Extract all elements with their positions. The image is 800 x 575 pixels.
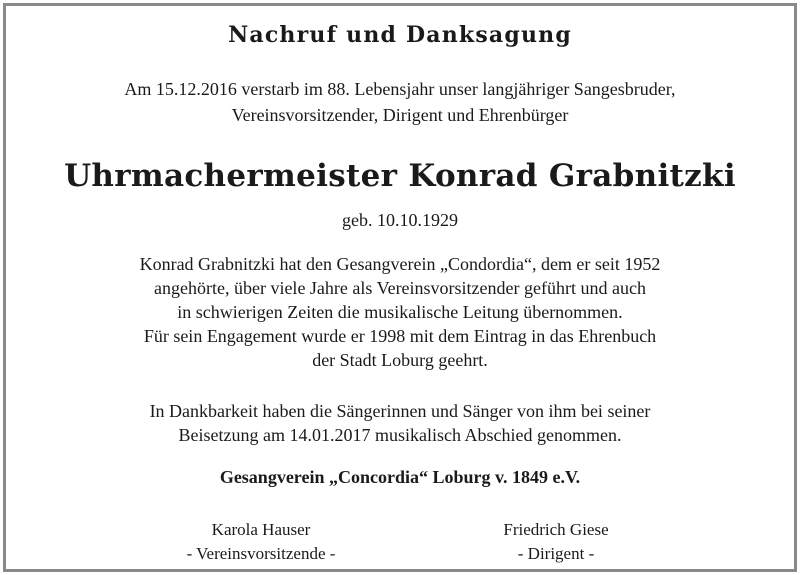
obituary-content (6, 6, 794, 569)
notice-heading: Nachruf und Danksagung (228, 22, 572, 48)
body-paragraph (6, 252, 794, 372)
body-line: der Stadt Loburg geehrt. (312, 350, 488, 370)
intro-line: Am 15.12.2016 verstarb im 88. Lebensjahr unser langjähriger Sangesbruder, (124, 79, 676, 99)
body-line: in schwierigen Zeiten die musikalische Leitung übernommen. (177, 302, 623, 322)
thanks-paragraph (6, 399, 794, 447)
intro-paragraph (6, 76, 794, 128)
signer-role: - Vereinsvorsitzende - (186, 544, 336, 563)
body-line: Konrad Grabnitzki hat den Gesangverein „Condordia“, dem er seit 1952 (139, 254, 661, 274)
signer-name: Karola Hauser (211, 520, 311, 539)
signer-role: - Dirigent - (517, 544, 595, 563)
thanks-line: Beisetzung am 14.01.2017 musikalisch Abschied genommen. (178, 425, 622, 445)
birth-date: geb. 10.10.1929 (342, 210, 458, 230)
signers (6, 518, 794, 570)
club-name: Gesangverein „Concordia“ Loburg v. 1849 e.V. (219, 467, 581, 487)
thanks-line: In Dankbarkeit haben die Sängerinnen und Sänger von ihm bei seiner (149, 401, 651, 421)
body-line: angehörte, über viele Jahre als Vereinsvorsitzender geführt und auch (154, 278, 646, 298)
signer-name: Friedrich Giese (503, 520, 609, 539)
intro-line: Vereinsvorsitzender, Dirigent und Ehrenbürger (231, 105, 569, 125)
signer-chairwoman (111, 518, 411, 566)
obituary-frame (3, 3, 797, 572)
signer-conductor (406, 518, 706, 566)
deceased-name: Uhrmachermeister Konrad Grabnitzki (64, 158, 736, 194)
body-line: Für sein Engagement wurde er 1998 mit dem Eintrag in das Ehrenbuch (143, 326, 657, 346)
